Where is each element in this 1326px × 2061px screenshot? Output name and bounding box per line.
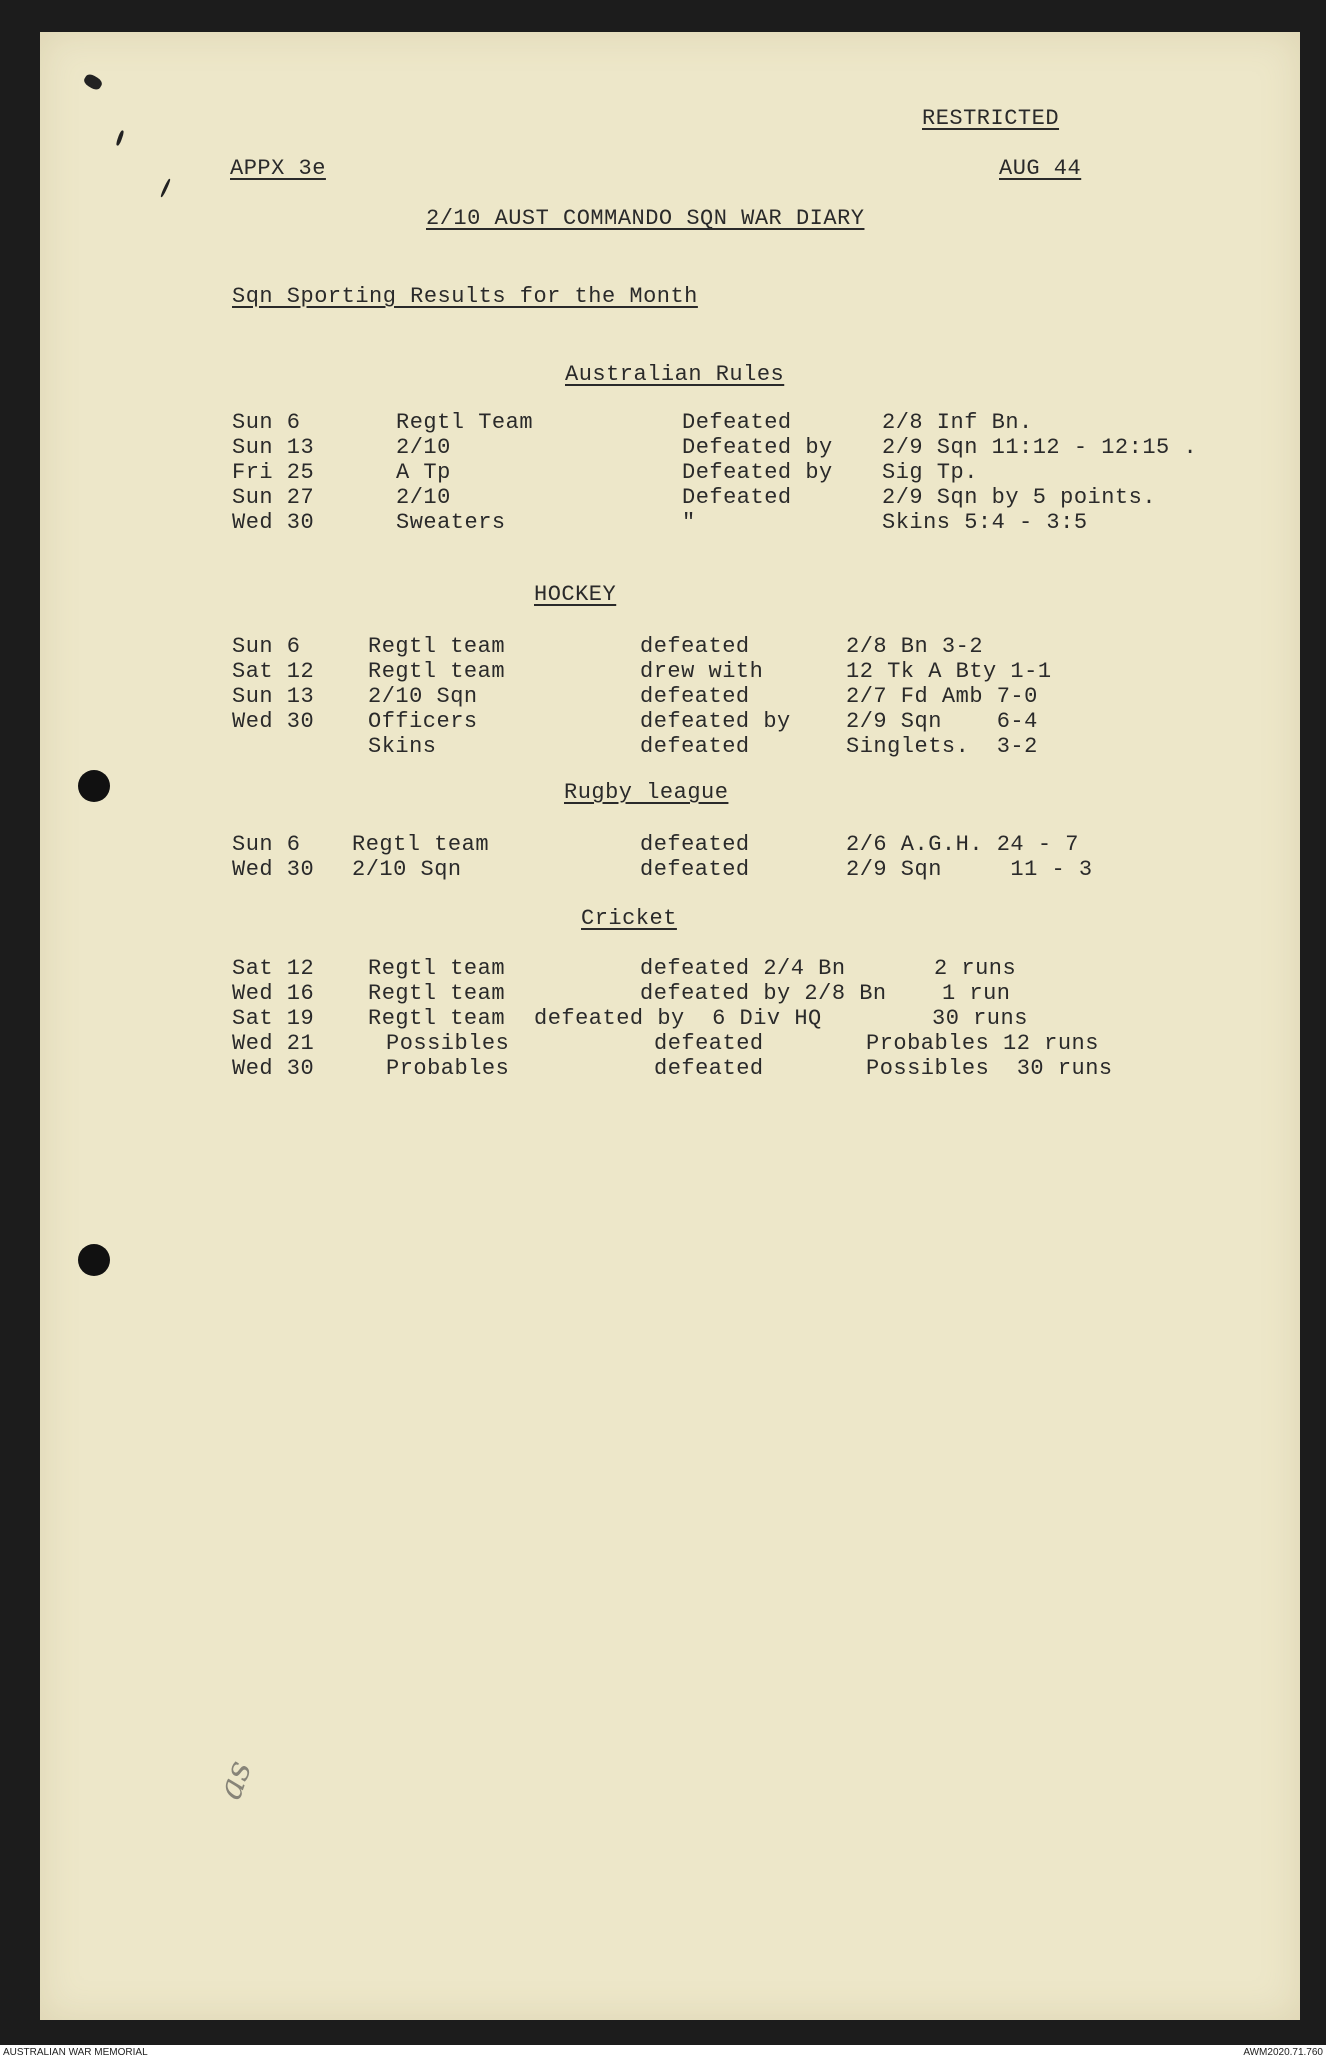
archive-footer — [0, 2045, 1326, 2061]
result-day: Wed 21 — [232, 1031, 315, 1056]
archive-name: AUSTRALIAN WAR MEMORIAL — [3, 2047, 148, 2058]
punch-hole — [78, 1244, 110, 1276]
result-outcome: defeated — [654, 1056, 764, 1081]
result-team: Possibles — [386, 1031, 510, 1056]
result-day: Wed 16 — [232, 981, 315, 1006]
result-outcome: defeated — [640, 684, 750, 709]
result-outcome: defeated — [640, 832, 750, 857]
result-opponent: Probables 12 runs — [866, 1031, 1099, 1056]
result-team: Regtl Team — [396, 410, 534, 435]
result-opponent: 2/6 A.G.H. 24 - 7 — [846, 832, 1079, 857]
result-team: Regtl team — [352, 832, 490, 857]
result-outcome: defeated — [640, 857, 750, 882]
result-team: Regtl team — [368, 981, 506, 1006]
result-team: 2/10 Sqn — [368, 684, 478, 709]
result-day: Sat 19 — [232, 1006, 315, 1031]
result-opponent: 2/9 Sqn 6-4 — [846, 709, 1038, 734]
result-day: Wed 30 — [232, 857, 315, 882]
date-label: AUG 44 — [999, 156, 1082, 181]
ink-mark — [160, 178, 171, 197]
result-opponent: 2/8 Bn 3-2 — [846, 634, 984, 659]
result-outcome: Defeated — [682, 410, 792, 435]
section-heading: Australian Rules — [565, 362, 785, 387]
result-outcome: defeated 2/4 Bn — [640, 956, 846, 981]
result-outcome: " — [682, 510, 696, 535]
result-outcome: defeated — [640, 734, 750, 759]
result-team: Regtl team — [368, 1006, 506, 1031]
result-outcome: defeated — [654, 1031, 764, 1056]
result-outcome: defeated — [640, 634, 750, 659]
result-opponent: 2/9 Sqn 11:12 - 12:15 . — [882, 435, 1198, 460]
result-outcome: Defeated — [682, 485, 792, 510]
restricted-label: RESTRICTED — [922, 106, 1060, 131]
result-outcome: defeated by 2/8 Bn — [640, 981, 887, 1006]
result-day: Sun 6 — [232, 410, 301, 435]
result-team: 2/10 — [396, 485, 451, 510]
result-day: Fri 25 — [232, 460, 315, 485]
section-heading: HOCKEY — [534, 582, 617, 607]
ink-mark — [115, 130, 124, 146]
result-team: Regtl team — [368, 659, 506, 684]
result-day: Wed 30 — [232, 510, 315, 535]
result-day: Sat 12 — [232, 956, 315, 981]
result-opponent: 2/8 Inf Bn. — [882, 410, 1033, 435]
section-heading: Rugby league — [564, 780, 729, 805]
result-team: Officers — [368, 709, 478, 734]
handwritten-initials: as — [209, 1755, 261, 1805]
result-team: Regtl team — [368, 956, 506, 981]
result-day: Sun 13 — [232, 435, 315, 460]
result-team: Sweaters — [396, 510, 506, 535]
result-opponent: 12 Tk A Bty 1-1 — [846, 659, 1052, 684]
ink-mark — [82, 72, 104, 91]
result-day: Sat 12 — [232, 659, 315, 684]
result-opponent: Possibles 30 runs — [866, 1056, 1113, 1081]
result-day: Sun 13 — [232, 684, 315, 709]
result-outcome: Defeated by — [682, 435, 833, 460]
archive-reference: AWM2020.71.760 — [1243, 2047, 1323, 2058]
result-opponent: 2 runs — [934, 956, 1017, 981]
punch-hole — [78, 770, 110, 802]
section-heading: Cricket — [581, 906, 677, 931]
result-team: 2/10 — [396, 435, 451, 460]
result-opponent: Singlets. 3-2 — [846, 734, 1038, 759]
result-team: Skins — [368, 734, 437, 759]
result-day: Wed 30 — [232, 709, 315, 734]
result-team: A Tp — [396, 460, 451, 485]
result-day: Sun 27 — [232, 485, 315, 510]
result-opponent: Sig Tp. — [882, 460, 978, 485]
result-outcome: defeated by 6 Div HQ — [534, 1006, 822, 1031]
result-opponent: 30 runs — [932, 1006, 1028, 1031]
result-outcome: Defeated by — [682, 460, 833, 485]
result-opponent: 2/7 Fd Amb 7-0 — [846, 684, 1038, 709]
result-team: Probables — [386, 1056, 510, 1081]
appendix-label: APPX 3e — [230, 156, 326, 181]
document-page — [40, 32, 1300, 2020]
result-day: Sun 6 — [232, 634, 301, 659]
result-opponent: Skins 5:4 - 3:5 — [882, 510, 1088, 535]
document-subtitle: Sqn Sporting Results for the Month — [232, 284, 698, 309]
result-outcome: drew with — [640, 659, 764, 684]
result-team: 2/10 Sqn — [352, 857, 462, 882]
result-opponent: 2/9 Sqn by 5 points. — [882, 485, 1157, 510]
result-opponent: 2/9 Sqn 11 - 3 — [846, 857, 1093, 882]
result-day: Sun 6 — [232, 832, 301, 857]
result-team: Regtl team — [368, 634, 506, 659]
result-day: Wed 30 — [232, 1056, 315, 1081]
result-opponent: 1 run — [942, 981, 1011, 1006]
result-outcome: defeated by — [640, 709, 791, 734]
document-title: 2/10 AUST COMMANDO SQN WAR DIARY — [426, 206, 865, 231]
